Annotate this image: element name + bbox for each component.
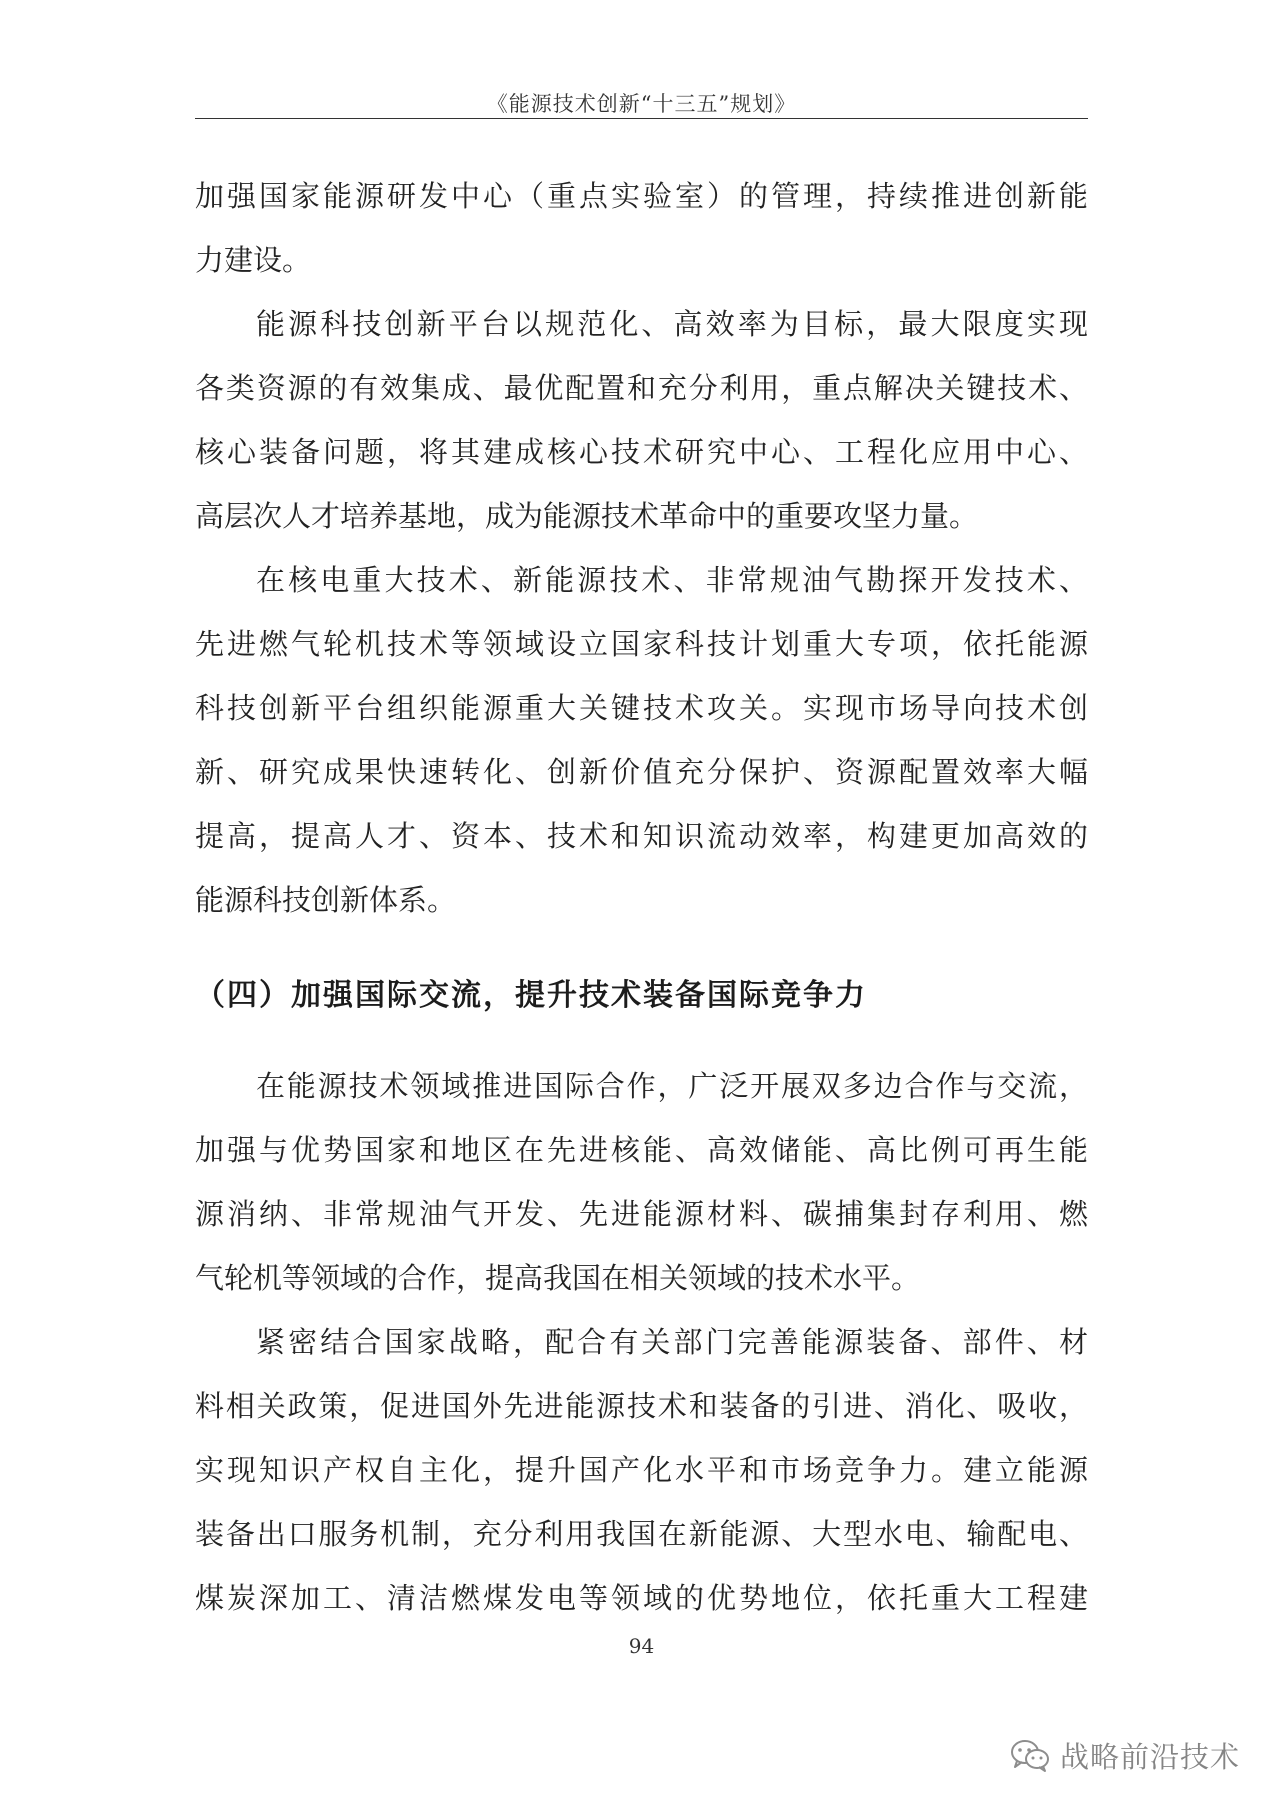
wechat-icon — [1010, 1739, 1050, 1773]
body-line: 气轮机等领域的合作，提高我国在相关领域的技术水平。 — [195, 1261, 921, 1295]
watermark-text: 战略前沿技术 — [1059, 1740, 1240, 1774]
body-line: 源消纳、非常规油气开发、先进能源材料、碳捕集封存利用、燃 — [195, 1197, 1088, 1231]
body-line: 紧密结合国家战略，配合有关部门完善能源装备、部件、材 — [256, 1325, 1088, 1359]
body-line: 新、研究成果快速转化、创新价值充分保护、资源配置效率大幅 — [195, 755, 1088, 789]
body-line: 在核电重大技术、新能源技术、非常规油气勘探开发技术、 — [256, 563, 1088, 597]
body-line: 能源科技创新体系。 — [195, 883, 457, 917]
body-line: 能源科技创新平台以规范化、高效率为目标，最大限度实现 — [256, 307, 1088, 341]
body-line: 提高，提高人才、资本、技术和知识流动效率，构建更加高效的 — [195, 819, 1088, 853]
watermark — [1010, 1735, 1240, 1776]
header-rule — [195, 118, 1088, 119]
running-header: 《能源技术创新“十三五”规划》 — [486, 92, 797, 116]
section-heading: （四）加强国际交流，提升技术装备国际竞争力 — [195, 978, 867, 1013]
body-line: 力建设。 — [195, 243, 312, 277]
body-line: 先进燃气轮机技术等领域设立国家科技计划重大专项，依托能源 — [195, 627, 1088, 661]
body-line: 科技创新平台组织能源重大关键技术攻关。实现市场导向技术创 — [195, 691, 1088, 725]
body-line: 煤炭深加工、清洁燃煤发电等领域的优势地位，依托重大工程建 — [195, 1581, 1088, 1615]
body-line: 装备出口服务机制，充分利用我国在新能源、大型水电、输配电、 — [195, 1517, 1088, 1551]
body-line: 核心装备问题，将其建成核心技术研究中心、工程化应用中心、 — [195, 435, 1088, 469]
body-line: 加强与优势国家和地区在先进核能、高效储能、高比例可再生能 — [195, 1133, 1088, 1167]
body-line: 实现知识产权自主化，提升国产化水平和市场竞争力。建立能源 — [195, 1453, 1088, 1487]
body-line: 高层次人才培养基地，成为能源技术革命中的重要攻坚力量。 — [195, 499, 979, 533]
page-number: 94 — [628, 1634, 655, 1658]
body-line: 各类资源的有效集成、最优配置和充分利用，重点解决关键技术、 — [195, 371, 1088, 405]
body-line: 在能源技术领域推进国际合作，广泛开展双多边合作与交流， — [256, 1069, 1088, 1103]
body-line: 料相关政策，促进国外先进能源技术和装备的引进、消化、吸收， — [195, 1389, 1088, 1423]
body-line: 加强国家能源研发中心（重点实验室）的管理，持续推进创新能 — [195, 179, 1088, 213]
